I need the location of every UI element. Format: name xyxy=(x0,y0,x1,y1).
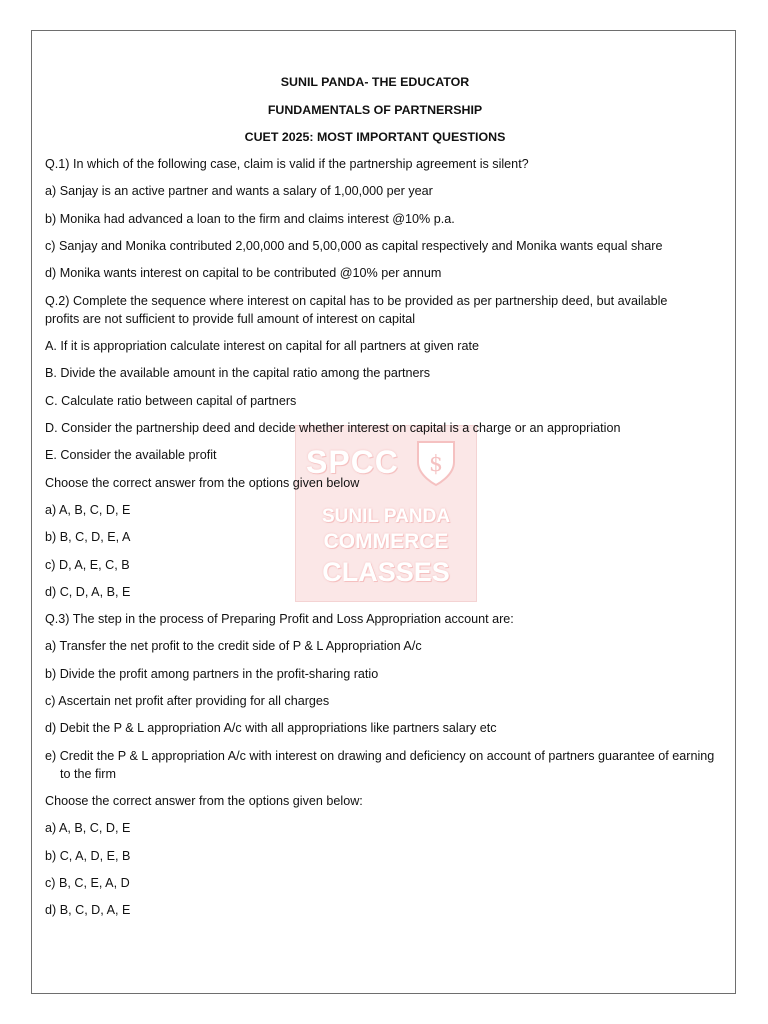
q3-prompt: Choose the correct answer from the options given below: xyxy=(45,794,363,808)
q2-step-a: A. If it is appropriation calculate interest on capital for all partners at given rate xyxy=(45,339,480,353)
q2-option-b: b) B, C, D, E, A xyxy=(45,530,131,544)
q3-step-d: d) Debit the P & L appropriation A/c with all appropriations like partners salary etc xyxy=(45,721,497,735)
q3-step-e: e) Credit the P & L appropriation A/c with interest on drawing and deficiency on account of partners guarantee of earning to the firm xyxy=(45,749,715,781)
q3-option-d: d) B, C, D, A, E xyxy=(45,903,131,917)
q3-question: Q.3) The step in the process of Preparing Profit and Loss Appropriation account are: xyxy=(45,612,514,626)
svg-text:$: $ xyxy=(429,452,443,477)
watermark-line-2: COMMERCE xyxy=(323,530,449,553)
header-title: SUNIL PANDA- THE EDUCATOR xyxy=(280,75,470,89)
q2-option-d: d) C, D, A, B, E xyxy=(45,585,131,599)
q1-option-c: c) Sanjay and Monika contributed 2,00,000 and 5,00,000 as capital respectively and Monika wants equal share xyxy=(45,239,663,253)
watermark-line-1: SUNIL PANDA xyxy=(321,506,451,527)
q1-option-b: b) Monika had advanced a loan to the firm and claims interest @10% p.a. xyxy=(45,212,455,226)
header-exam: CUET 2025: MOST IMPORTANT QUESTIONS xyxy=(244,130,506,144)
header-subject: FUNDAMENTALS OF PARTNERSHIP xyxy=(267,103,483,117)
q2-question: Q.2) Complete the sequence where interest on capital has to be provided as per partnership deed, but available profits are not sufficient to provide full amount of interest on capital xyxy=(45,294,668,326)
q3-option-b: b) C, A, D, E, B xyxy=(45,849,131,863)
q1-question: Q.1) In which of the following case, claim is valid if the partnership agreement is silent? xyxy=(45,157,529,171)
q3-step-a: a) Transfer the net profit to the credit side of P & L Appropriation A/c xyxy=(45,639,422,653)
q2-prompt: Choose the correct answer from the options given below xyxy=(45,476,360,490)
q2-option-a: a) A, B, C, D, E xyxy=(45,503,131,517)
q2-step-b: B. Divide the available amount in the capital ratio among the partners xyxy=(45,366,431,380)
q2-option-c: c) D, A, E, C, B xyxy=(45,558,130,572)
watermark-spcc-text: SPCC xyxy=(306,444,399,480)
shield-icon xyxy=(414,438,458,488)
q2-step-d: D. Consider the partnership deed and decide whether interest on capital is a charge or an appropriation xyxy=(45,421,621,435)
watermark-logo xyxy=(295,425,477,602)
q3-step-c: c) Ascertain net profit after providing for all charges xyxy=(45,694,330,708)
watermark-line-3: CLASSES xyxy=(322,557,450,587)
q3-option-c: c) B, C, E, A, D xyxy=(45,876,130,890)
q1-option-d: d) Monika wants interest on capital to be contributed @10% per annum xyxy=(45,266,442,280)
q3-step-b: b) Divide the profit among partners in the profit-sharing ratio xyxy=(45,667,379,681)
q1-option-a: a) Sanjay is an active partner and wants a salary of 1,00,000 per year xyxy=(45,184,433,198)
q2-step-e: E. Consider the available profit xyxy=(45,448,217,462)
q3-option-a: a) A, B, C, D, E xyxy=(45,821,131,835)
q2-step-c: C. Calculate ratio between capital of partners xyxy=(45,394,297,408)
